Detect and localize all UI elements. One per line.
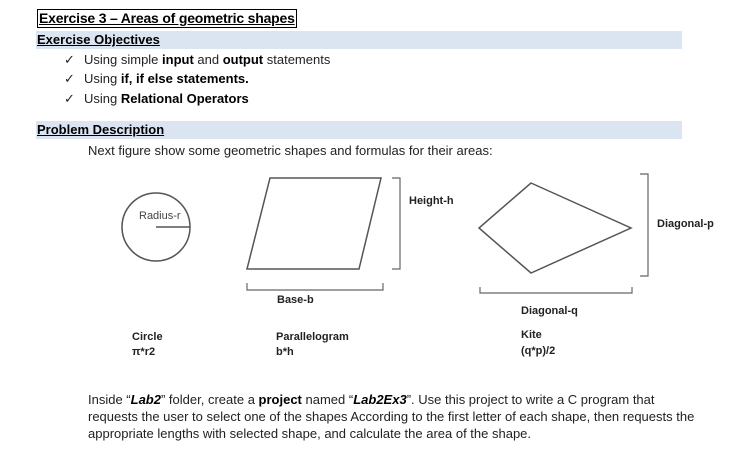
parallelogram-shape (247, 178, 381, 269)
checkmark-icon: ✓ (64, 91, 75, 106)
exercise-title: Exercise 3 – Areas of geometric shapes (39, 10, 295, 26)
diagonal-p-label: Diagonal-p (657, 218, 714, 230)
base-bracket (247, 283, 383, 290)
height-label: Height-h (409, 195, 454, 207)
checkmark-icon: ✓ (64, 52, 75, 67)
radius-label: Radius-r (139, 210, 181, 222)
height-bracket (392, 178, 400, 269)
problem-intro: Next figure show some geometric shapes and formulas for their areas: (88, 143, 493, 158)
parallelogram-formula: b*h (276, 346, 294, 358)
objective-item: ✓ Using if, if else statements. (64, 71, 249, 86)
objective-item: ✓ Using Relational Operators (64, 91, 249, 106)
objective-item: ✓ Using simple input and output statements (64, 52, 331, 67)
kite-name: Kite (521, 329, 542, 341)
checkmark-icon: ✓ (64, 71, 75, 86)
circle-name: Circle (132, 331, 163, 343)
diagonal-q-bracket (480, 287, 632, 293)
instructions-paragraph: Inside “Lab2” folder, create a project named “Lab2Ex3”. Use this project to write a C program that requests the user to select one of the shapes According to the first letter of each shape, then requests the appropriate lengths with selected shape, and calculate the area of the shape. (88, 392, 695, 441)
diagonal-p-bracket (640, 174, 648, 276)
diagonal-q-label: Diagonal-q (521, 305, 578, 317)
kite-shape (479, 183, 631, 273)
objectives-heading: Exercise Objectives (37, 32, 160, 47)
parallelogram-name: Parallelogram (276, 331, 349, 343)
base-label: Base-b (277, 294, 314, 306)
problem-heading: Problem Description (37, 122, 165, 137)
circle-formula: π*r2 (132, 346, 156, 358)
kite-formula: (q*p)/2 (521, 345, 556, 357)
